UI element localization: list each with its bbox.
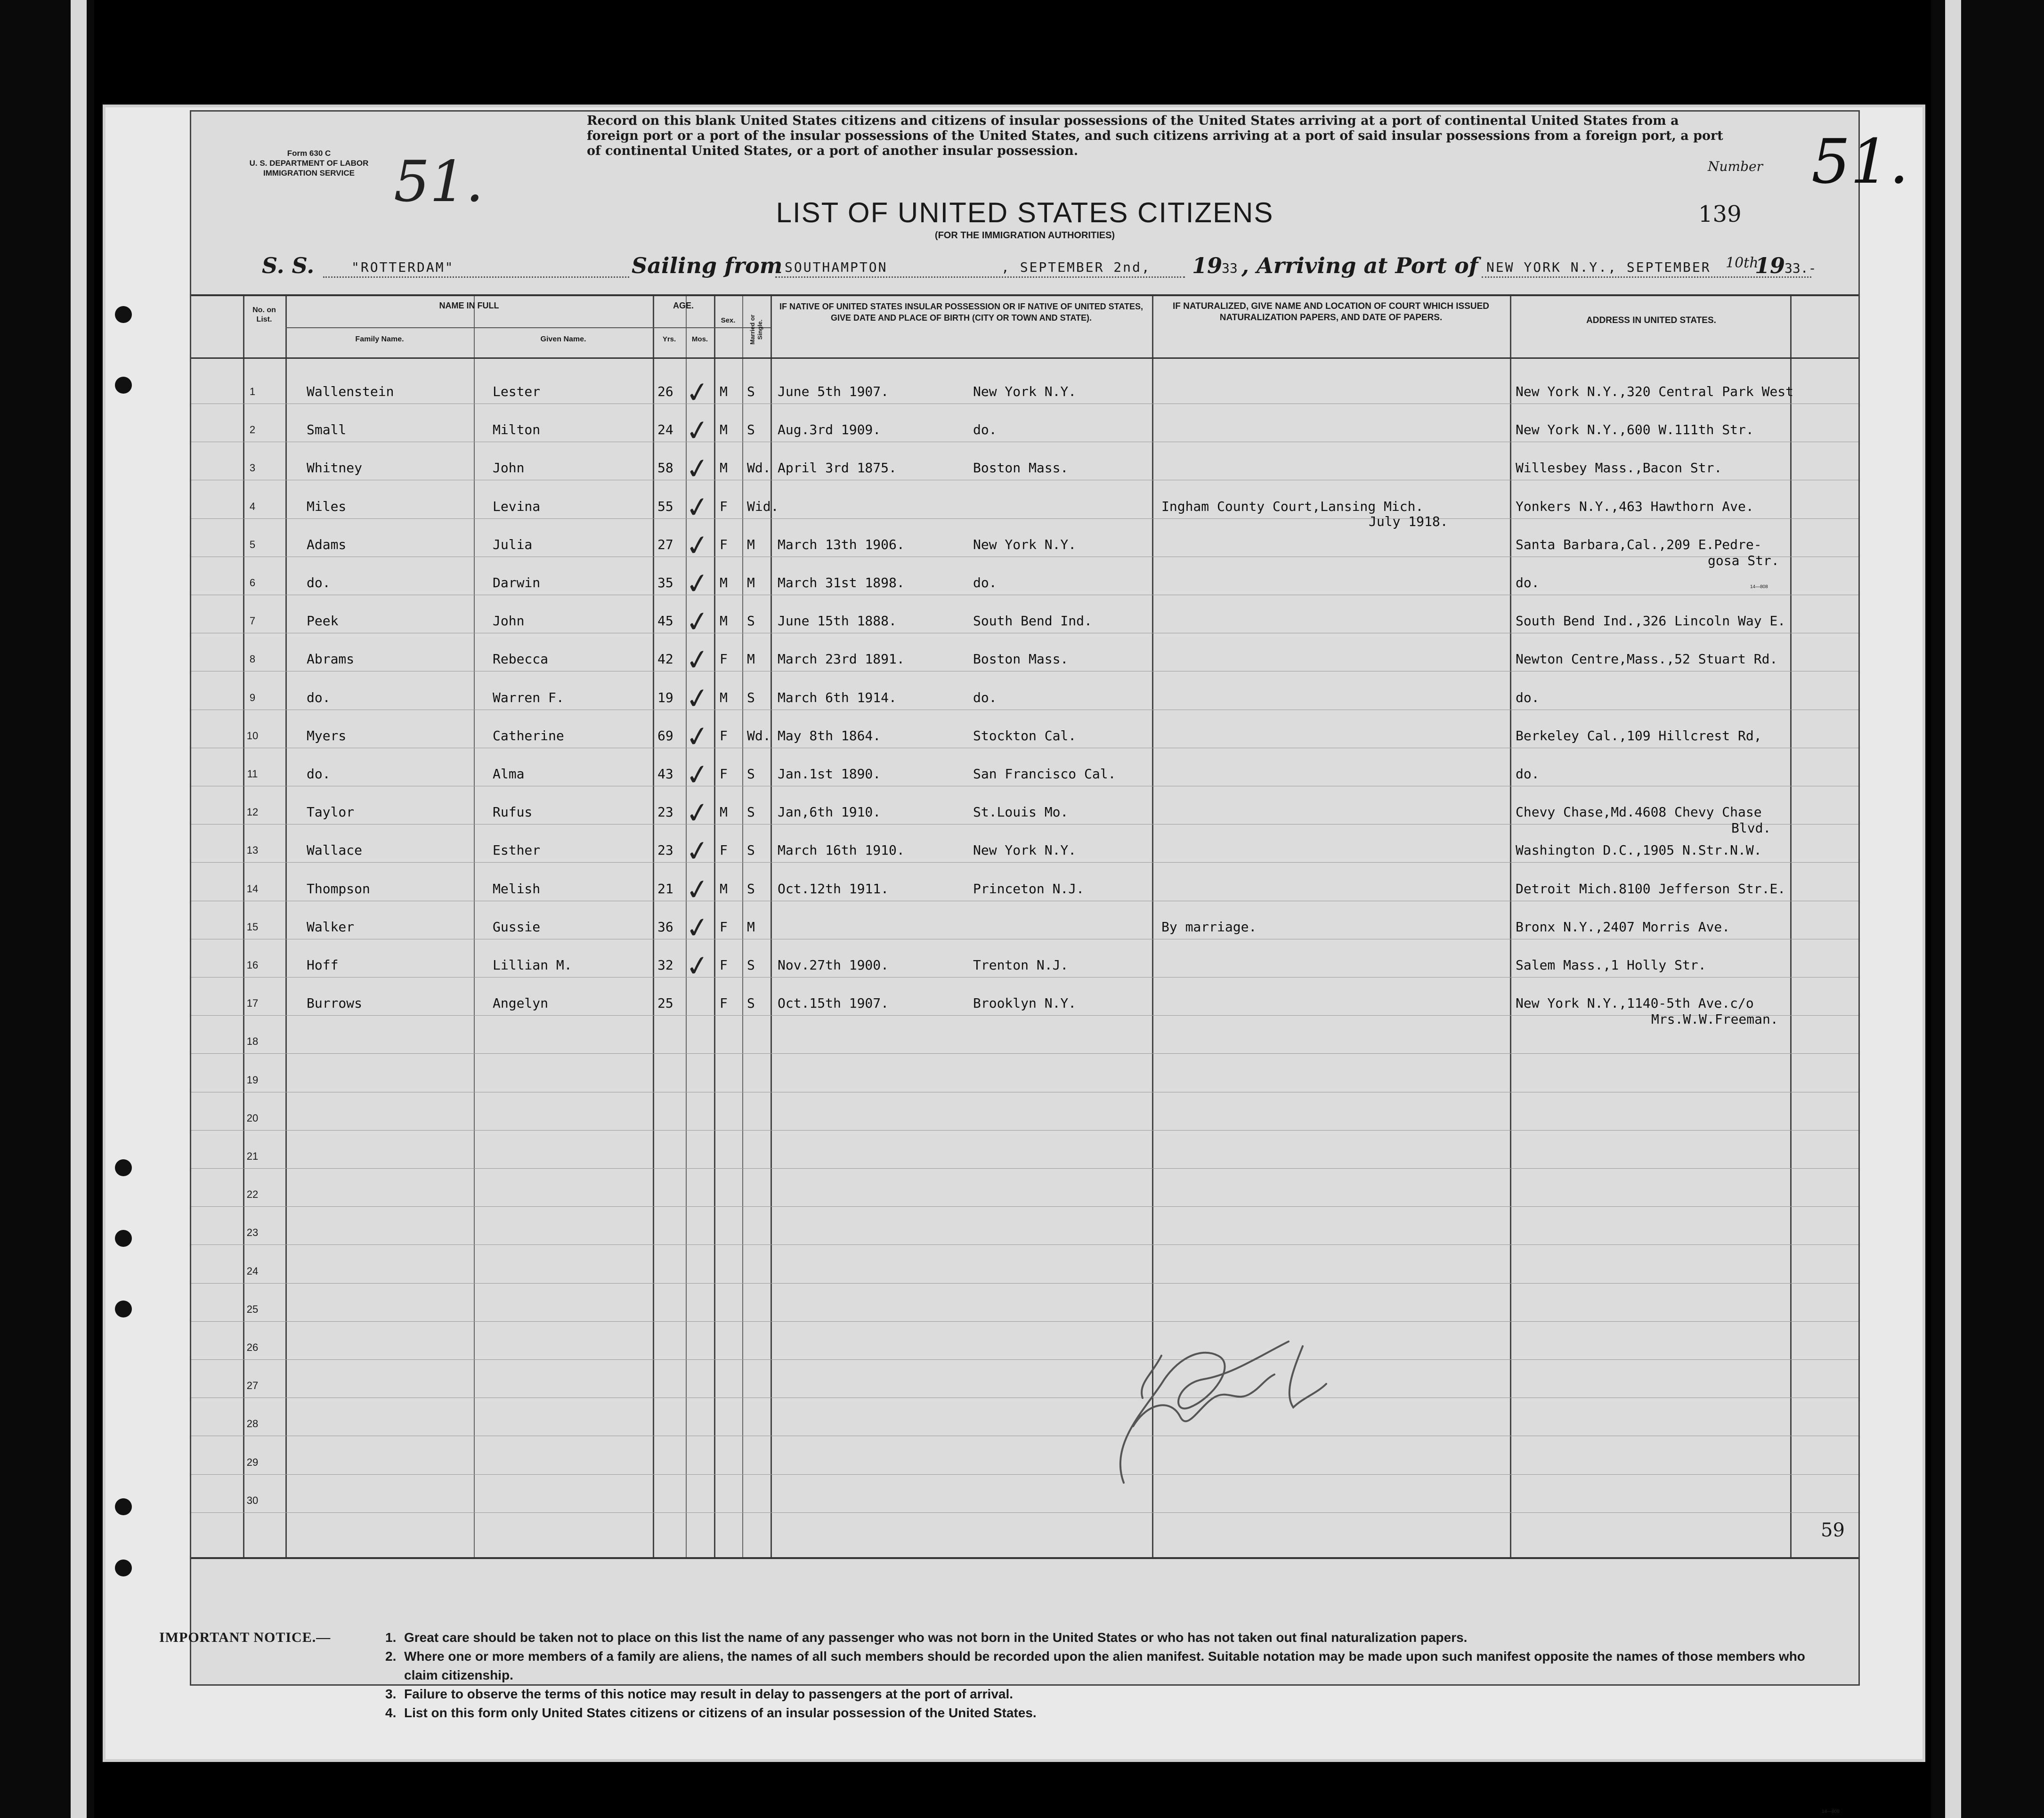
marital-status-cell: Wid. bbox=[747, 498, 779, 514]
binder-hole bbox=[115, 1498, 132, 1515]
birth-date-cell: June 15th 1888. bbox=[778, 613, 897, 629]
age-cell: 55 bbox=[657, 498, 673, 514]
check-mark: ✓ bbox=[683, 910, 712, 946]
age-cell: 23 bbox=[657, 842, 673, 858]
department: U. S. DEPARTMENT OF LABOR bbox=[249, 159, 369, 168]
age-cell: 36 bbox=[657, 919, 673, 935]
row-rule bbox=[191, 1053, 1858, 1054]
page-number: 139 bbox=[1698, 201, 1742, 227]
family-name-cell: Thompson bbox=[307, 881, 370, 897]
address-cell: Salem Mass.,1 Holly Str. bbox=[1516, 957, 1706, 973]
birth-date-cell: May 8th 1864. bbox=[778, 727, 881, 743]
given-name-cell: John bbox=[493, 613, 525, 629]
age-cell: 27 bbox=[657, 536, 673, 552]
naturalization-cell: Ingham County Court,Lansing Mich. bbox=[1161, 498, 1424, 514]
address-cell: Yonkers N.Y.,463 Hawthorn Ave. bbox=[1516, 498, 1754, 514]
check-mark: ✓ bbox=[683, 604, 712, 640]
marital-status-cell: S bbox=[747, 422, 755, 438]
birth-date-cell: Jan,6th 1910. bbox=[778, 804, 881, 820]
birth-date-cell: March 23rd 1891. bbox=[778, 651, 905, 667]
sail-date: , SEPTEMBER 2nd, bbox=[1001, 259, 1151, 275]
printer-mark: 14—808 bbox=[1750, 584, 1768, 590]
dotted-line bbox=[323, 276, 629, 278]
marital-status-cell: S bbox=[747, 842, 755, 858]
birth-date-cell: Oct.15th 1907. bbox=[778, 995, 889, 1011]
marital-status-cell: S bbox=[747, 689, 755, 705]
number-value: 51. bbox=[1811, 126, 1909, 197]
number-label: Number bbox=[1708, 159, 1763, 174]
marital-status-cell: M bbox=[747, 536, 755, 552]
family-name-cell: Abrams bbox=[307, 651, 355, 667]
col-age-header: AGE. bbox=[673, 301, 694, 310]
binder-hole bbox=[115, 1301, 132, 1317]
birth-place-cell: do. bbox=[973, 422, 997, 438]
column-divider bbox=[714, 296, 715, 1558]
row-number: 25 bbox=[246, 1303, 259, 1315]
sex-cell: F bbox=[720, 995, 728, 1011]
family-name-cell: Peek bbox=[307, 613, 339, 629]
given-name-cell: Rebecca bbox=[493, 651, 549, 667]
row-number: 2 bbox=[249, 424, 256, 436]
row-number: 28 bbox=[246, 1418, 259, 1430]
year-prefix: 19 bbox=[1755, 253, 1785, 278]
birth-place-cell: Stockton Cal. bbox=[973, 727, 1077, 743]
given-name-cell: Darwin bbox=[493, 575, 541, 590]
port-to: NEW YORK N.Y., SEPTEMBER bbox=[1486, 259, 1711, 275]
binder-hole bbox=[115, 306, 132, 323]
row-number: 19 bbox=[246, 1074, 259, 1086]
address-cell: Berkeley Cal.,109 Hillcrest Rd, bbox=[1516, 727, 1762, 743]
birth-place-cell: South Bend Ind. bbox=[973, 613, 1092, 629]
family-name-cell: Wallace bbox=[307, 842, 363, 858]
col-birth-header: IF NATIVE OF UNITED STATES INSULAR POSSESSION OR IF NATIVE OF UNITED STATES, GIVE DATE AND PLACE OF BIRTH (CITY OR TOWN AND STATE). bbox=[779, 302, 1144, 323]
voyage-line bbox=[191, 253, 1858, 281]
printer-mark: 14—808 bbox=[1822, 1809, 1840, 1814]
sex-cell: F bbox=[720, 498, 728, 514]
check-mark: ✓ bbox=[683, 642, 712, 679]
age-cell: 58 bbox=[657, 460, 673, 476]
film-edge-right bbox=[1945, 0, 1961, 1818]
arrive-year: 33.- bbox=[1784, 260, 1817, 276]
marital-status-cell: S bbox=[747, 384, 755, 399]
ss-label: S. S. bbox=[262, 253, 315, 278]
birth-place-cell: do. bbox=[973, 575, 997, 590]
sex-cell: M bbox=[720, 613, 728, 629]
manifest-page bbox=[103, 105, 1925, 1814]
col-no-header: No. on List. bbox=[252, 306, 276, 323]
check-mark: ✓ bbox=[683, 451, 712, 487]
birth-place-cell: Brooklyn N.Y. bbox=[973, 995, 1077, 1011]
column-divider bbox=[474, 296, 475, 1558]
arriving-label: , Arriving at Port of bbox=[1241, 253, 1478, 278]
notice-text: Where one or more members of a family are aliens, the names of all such members should be recorded upon the alien manifest. Suitable notation may be made upon such manifest opposite the names of those members who claim citizenship. bbox=[404, 1649, 1805, 1682]
row-number: 17 bbox=[246, 997, 259, 1010]
check-mark: ✓ bbox=[683, 872, 712, 908]
naturalization-date-cell: July 1918. bbox=[1369, 513, 1448, 529]
age-cell: 19 bbox=[657, 689, 673, 705]
row-number: 10 bbox=[246, 729, 259, 742]
birth-date-cell: Nov.27th 1900. bbox=[778, 957, 889, 973]
column-divider bbox=[653, 296, 654, 1558]
check-mark: ✓ bbox=[683, 795, 712, 832]
year-prefix: 19 bbox=[1192, 253, 1223, 278]
row-number: 11 bbox=[247, 768, 258, 780]
age-cell: 42 bbox=[657, 651, 673, 667]
page-subtitle: (FOR THE IMMIGRATION AUTHORITIES) bbox=[934, 230, 1115, 241]
row-rule bbox=[191, 1321, 1858, 1322]
row-rule bbox=[191, 1283, 1858, 1284]
age-cell: 23 bbox=[657, 804, 673, 820]
form-identification bbox=[238, 148, 380, 178]
row-number: 23 bbox=[246, 1227, 259, 1239]
age-cell: 26 bbox=[657, 384, 673, 399]
birth-date-cell: March 16th 1910. bbox=[778, 842, 905, 858]
notice-text: List on this form only United States citizens or citizens of an insular possession of the United States. bbox=[404, 1705, 1037, 1720]
service: IMMIGRATION SERVICE bbox=[263, 169, 355, 178]
check-mark: ✓ bbox=[683, 527, 712, 564]
age-cell: 45 bbox=[657, 613, 673, 629]
row-number: 4 bbox=[249, 500, 256, 512]
film-edge-left bbox=[71, 0, 87, 1818]
sex-cell: M bbox=[720, 575, 728, 590]
sailing-label: Sailing from bbox=[632, 253, 783, 278]
row-number: 7 bbox=[249, 615, 256, 627]
row-number: 14 bbox=[246, 882, 259, 895]
birth-date-cell: April 3rd 1875. bbox=[778, 460, 897, 476]
marital-status-cell: S bbox=[747, 766, 755, 782]
row-number: 21 bbox=[246, 1150, 259, 1162]
check-mark: ✓ bbox=[683, 680, 712, 717]
binder-hole bbox=[115, 1230, 132, 1247]
film-border-right bbox=[1931, 0, 2044, 1818]
family-name-cell: Myers bbox=[307, 727, 347, 743]
birth-date-cell: March 13th 1906. bbox=[778, 536, 905, 552]
address-cell: do. bbox=[1516, 689, 1540, 705]
given-name-cell: John bbox=[493, 460, 525, 476]
check-mark: ✓ bbox=[683, 489, 712, 525]
row-number: 13 bbox=[246, 844, 259, 856]
col-married-header: Married or Single. bbox=[749, 315, 763, 345]
sex-cell: F bbox=[720, 536, 728, 552]
row-number: 9 bbox=[249, 691, 256, 703]
row-number: 16 bbox=[246, 959, 259, 971]
row-number: 20 bbox=[246, 1112, 259, 1124]
binder-hole bbox=[115, 1159, 132, 1176]
sex-cell: M bbox=[720, 460, 728, 476]
given-name-cell: Warren F. bbox=[493, 689, 564, 705]
sex-cell: F bbox=[720, 651, 728, 667]
sail-year: 33 bbox=[1222, 260, 1238, 276]
column-divider bbox=[285, 296, 287, 1558]
row-number: 27 bbox=[246, 1380, 259, 1392]
inspector-signature bbox=[1105, 1327, 1340, 1506]
sex-cell: M bbox=[720, 384, 728, 399]
address-cell: New York N.Y.,320 Central Park West bbox=[1516, 384, 1794, 399]
col-naturalized-header: IF NATURALIZED, GIVE NAME AND LOCATION OF COURT WHICH ISSUED NATURALIZATION PAPERS, AND DATE OF PAPERS. bbox=[1172, 301, 1489, 323]
naturalization-cell: By marriage. bbox=[1161, 919, 1257, 935]
row-number: 29 bbox=[246, 1456, 259, 1468]
birth-date-cell: June 5th 1907. bbox=[778, 384, 889, 399]
address-cell: New York N.Y.,1140-5th Ave.c/o bbox=[1516, 995, 1754, 1011]
marital-status-cell: S bbox=[747, 881, 755, 897]
col-yrs-header: Yrs. bbox=[662, 335, 676, 343]
notice-item-4 bbox=[159, 1704, 1808, 1722]
check-mark: ✓ bbox=[683, 719, 712, 755]
col-address-header: ADDRESS IN UNITED STATES. bbox=[1586, 315, 1716, 325]
notice-number: 1. bbox=[385, 1630, 397, 1645]
col-name-header: NAME IN FULL bbox=[439, 301, 499, 310]
row-rule bbox=[191, 1512, 1858, 1513]
column-divider bbox=[1510, 296, 1511, 1558]
birth-place-cell: Trenton N.J. bbox=[973, 957, 1069, 973]
column-divider bbox=[742, 296, 743, 1558]
address-continuation-cell: Mrs.W.W.Freeman. bbox=[1651, 1011, 1778, 1027]
given-name-cell: Julia bbox=[493, 536, 533, 552]
notice-text: Failure to observe the terms of this notice may result in delay to passengers at the port of arrival. bbox=[404, 1687, 1014, 1701]
address-cell: do. bbox=[1516, 766, 1540, 782]
marital-status-cell: Wd. bbox=[747, 460, 771, 476]
row-number: 3 bbox=[249, 462, 256, 474]
birth-date-cell: Oct.12th 1911. bbox=[778, 881, 889, 897]
marital-status-cell: S bbox=[747, 613, 755, 629]
given-name-cell: Alma bbox=[493, 766, 525, 782]
address-cell: Newton Centre,Mass.,52 Stuart Rd. bbox=[1516, 651, 1778, 667]
given-name-cell: Milton bbox=[493, 422, 541, 438]
column-divider bbox=[771, 296, 772, 1558]
check-mark: ✓ bbox=[683, 566, 712, 602]
birth-place-cell: San Francisco Cal. bbox=[973, 766, 1116, 782]
header-rule bbox=[191, 357, 1858, 359]
family-name-cell: do. bbox=[307, 575, 331, 590]
address-cell: Chevy Chase,Md.4608 Chevy Chase bbox=[1516, 804, 1762, 820]
family-name-cell: Walker bbox=[307, 919, 355, 935]
sex-cell: M bbox=[720, 881, 728, 897]
row-number: 22 bbox=[246, 1188, 259, 1201]
check-mark: ✓ bbox=[683, 833, 712, 870]
film-border-left bbox=[0, 0, 94, 1818]
birth-place-cell: Boston Mass. bbox=[973, 651, 1069, 667]
given-name-cell: Melish bbox=[493, 881, 541, 897]
sex-cell: M bbox=[720, 689, 728, 705]
sex-cell: M bbox=[720, 804, 728, 820]
age-cell: 21 bbox=[657, 881, 673, 897]
marital-status-cell: M bbox=[747, 651, 755, 667]
citizen-list-form bbox=[190, 110, 1909, 1686]
row-rule bbox=[191, 1168, 1858, 1169]
address-cell: Willesbey Mass.,Bacon Str. bbox=[1516, 460, 1722, 476]
birth-place-cell: Princeton N.J. bbox=[973, 881, 1085, 897]
marital-status-cell: M bbox=[747, 575, 755, 590]
footer-rule bbox=[191, 1557, 1858, 1559]
important-notice bbox=[159, 1628, 1808, 1722]
given-name-cell: Catherine bbox=[493, 727, 564, 743]
port-from: SOUTHAMPTON bbox=[785, 259, 888, 275]
row-number: 1 bbox=[249, 386, 256, 397]
check-mark: ✓ bbox=[683, 757, 712, 793]
address-cell: South Bend Ind.,326 Lincoln Way E. bbox=[1516, 613, 1786, 629]
birth-place-cell: St.Louis Mo. bbox=[973, 804, 1069, 820]
row-rule bbox=[191, 862, 1858, 863]
address-cell: Washington D.C.,1905 N.Str.N.W. bbox=[1516, 842, 1762, 858]
family-name-cell: Wallenstein bbox=[307, 384, 394, 399]
address-cell: Bronx N.Y.,2407 Morris Ave. bbox=[1516, 919, 1730, 935]
marital-status-cell: Wd. bbox=[747, 727, 771, 743]
address-cell: do. bbox=[1516, 575, 1540, 590]
header-subdivider bbox=[285, 327, 771, 328]
age-cell: 35 bbox=[657, 575, 673, 590]
age-cell: 24 bbox=[657, 422, 673, 438]
notice-item-2 bbox=[159, 1647, 1808, 1685]
row-rule bbox=[191, 1015, 1858, 1016]
sex-cell: F bbox=[720, 766, 728, 782]
given-name-cell: Lester bbox=[493, 384, 541, 399]
ship-name: "ROTTERDAM" bbox=[351, 259, 454, 275]
row-rule bbox=[191, 518, 1858, 519]
col-family-header: Family Name. bbox=[355, 335, 404, 343]
page-title: LIST OF UNITED STATES CITIZENS bbox=[776, 197, 1274, 228]
address-continuation-cell: gosa Str. bbox=[1708, 552, 1779, 568]
given-name-cell: Gussie bbox=[493, 919, 541, 935]
sex-cell: F bbox=[720, 842, 728, 858]
birth-date-cell: Aug.3rd 1909. bbox=[778, 422, 881, 438]
record-instructions: Record on this blank United States citizens and citizens of insular possessions of the United States arriving at a port of continental United States from a foreign port or a port of the insular possessions of the United States, and such citizens arriving at a port of said insular possessions from a foreign port, a port of continental United States, or a port of another insular possession. bbox=[587, 113, 1723, 158]
birth-place-cell: New York N.Y. bbox=[973, 842, 1077, 858]
family-name-cell: Miles bbox=[307, 498, 347, 514]
age-cell: 25 bbox=[657, 995, 673, 1011]
col-given-header: Given Name. bbox=[540, 335, 586, 343]
family-name-cell: Adams bbox=[307, 536, 347, 552]
birth-date-cell: March 6th 1914. bbox=[778, 689, 897, 705]
sex-cell: F bbox=[720, 727, 728, 743]
row-number: 12 bbox=[246, 806, 259, 818]
dotted-line bbox=[775, 276, 1185, 278]
handwritten-list-number: 51. bbox=[394, 149, 484, 215]
age-cell: 32 bbox=[657, 957, 673, 973]
binder-hole bbox=[115, 1559, 132, 1576]
family-name-cell: Taylor bbox=[307, 804, 355, 820]
check-mark: ✓ bbox=[683, 374, 712, 411]
row-number: 26 bbox=[246, 1341, 259, 1353]
passenger-table bbox=[191, 294, 1858, 1558]
row-number: 18 bbox=[246, 1035, 259, 1048]
notice-number: 2. bbox=[385, 1649, 397, 1664]
given-name-cell: Levina bbox=[493, 498, 541, 514]
row-number: 30 bbox=[246, 1494, 259, 1506]
sex-cell: F bbox=[720, 957, 728, 973]
age-cell: 43 bbox=[657, 766, 673, 782]
row-rule bbox=[191, 1359, 1858, 1360]
family-name-cell: Small bbox=[307, 422, 347, 438]
notice-label: IMPORTANT NOTICE.— bbox=[159, 1630, 331, 1645]
birth-place-cell: Boston Mass. bbox=[973, 460, 1069, 476]
col-mos-header: Mos. bbox=[691, 335, 708, 343]
address-continuation-cell: Blvd. bbox=[1731, 820, 1771, 836]
notice-text: Great care should be taken not to place on this list the name of any passenger who was not born in the United States or who has not taken out final naturalization papers. bbox=[404, 1630, 1468, 1645]
arrive-day: 10th bbox=[1726, 255, 1759, 271]
marital-status-cell: S bbox=[747, 995, 755, 1011]
row-number: 8 bbox=[249, 653, 256, 665]
row-rule bbox=[191, 977, 1858, 978]
col-sex-header: Sex. bbox=[721, 316, 736, 324]
sheet-number: 59 bbox=[1821, 1519, 1845, 1541]
birth-date-cell: March 31st 1898. bbox=[778, 575, 905, 590]
address-cell: Santa Barbara,Cal.,209 E.Pedre- bbox=[1516, 536, 1762, 552]
row-number: 5 bbox=[249, 538, 256, 550]
marital-status-cell: S bbox=[747, 804, 755, 820]
birth-date-cell: Jan.1st 1890. bbox=[778, 766, 881, 782]
row-number: 6 bbox=[249, 577, 256, 589]
form-number: Form 630 C bbox=[287, 149, 331, 158]
address-cell: Detroit Mich.8100 Jefferson Str.E. bbox=[1516, 881, 1786, 897]
birth-place-cell: do. bbox=[973, 689, 997, 705]
row-rule bbox=[191, 1130, 1858, 1131]
given-name-cell: Angelyn bbox=[493, 995, 549, 1011]
family-name-cell: do. bbox=[307, 766, 331, 782]
family-name-cell: Hoff bbox=[307, 957, 339, 973]
row-number: 24 bbox=[246, 1265, 259, 1277]
marital-status-cell: M bbox=[747, 919, 755, 935]
row-number: 15 bbox=[246, 921, 259, 933]
row-rule bbox=[191, 1474, 1858, 1475]
binder-hole bbox=[115, 377, 132, 394]
family-name-cell: Burrows bbox=[307, 995, 363, 1011]
notice-item-3 bbox=[159, 1685, 1808, 1704]
given-name-cell: Esther bbox=[493, 842, 541, 858]
given-name-cell: Rufus bbox=[493, 804, 533, 820]
address-cell: New York N.Y.,600 W.111th Str. bbox=[1516, 422, 1754, 438]
sex-cell: F bbox=[720, 919, 728, 935]
marital-status-cell: S bbox=[747, 957, 755, 973]
row-rule bbox=[191, 1244, 1858, 1245]
birth-place-cell: New York N.Y. bbox=[973, 384, 1077, 399]
birth-place-cell: New York N.Y. bbox=[973, 536, 1077, 552]
column-divider bbox=[1790, 296, 1792, 1558]
family-name-cell: Whitney bbox=[307, 460, 363, 476]
notice-item-1 bbox=[159, 1628, 1808, 1647]
check-mark: ✓ bbox=[683, 948, 712, 985]
family-name-cell: do. bbox=[307, 689, 331, 705]
age-cell: 69 bbox=[657, 727, 673, 743]
row-rule bbox=[191, 1206, 1858, 1207]
given-name-cell: Lillian M. bbox=[493, 957, 572, 973]
sex-cell: M bbox=[720, 422, 728, 438]
notice-number: 3. bbox=[385, 1687, 397, 1701]
notice-number: 4. bbox=[385, 1705, 397, 1720]
check-mark: ✓ bbox=[683, 413, 712, 449]
